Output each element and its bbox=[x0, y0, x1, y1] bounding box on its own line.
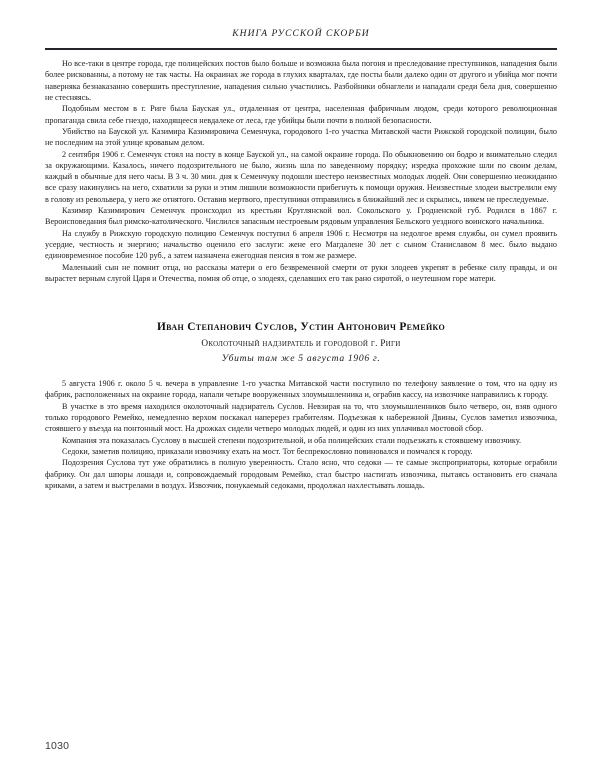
text-column bbox=[45, 58, 557, 491]
page-number: 1030 bbox=[45, 740, 70, 752]
running-head: КНИГА РУССКОЙ СКОРБИ bbox=[232, 29, 370, 39]
paragraph: Подобным местом в г. Риге была Бауская ул., отдаленная от центра, населенная фабричным людом, среди которого революционная пропаганда свила себе гнездо, находящееся невдалеке от леса, где убийцы были почти в полной безопасности. bbox=[45, 104, 557, 125]
paragraph: Седоки, заметив полицию, приказали извозчику ехать на мост. Тот беспрекословно повиновался и помчался к городу. bbox=[62, 447, 473, 457]
paragraph: Компания эта показалась Суслову в высшей степени подозрительной, и оба полицейских стали подъезжать к стоявшему извозчику. bbox=[62, 435, 522, 445]
paragraph: Маленький сын не помнит отца, но рассказы матери о его безвременной смерти от руки злодеев укрепят в ребенке силу правды, и он вырастет верным слугой Царя и Отечества, помня об отце, о злодеях, сделавших его так рано сиротой, о неутешном горе матери. bbox=[45, 262, 557, 283]
section-heading-block bbox=[45, 320, 557, 364]
section-title: Иван Степанович Суслов, Устин Антонович Ремейко bbox=[156, 321, 446, 334]
paragraph: Казимир Казимирович Семенчук происходил из крестьян Круглянской вол. Сокольского у. Гродненской губ. Родился в 1867 г. Вероисповедания был римско-католического. Числился запасным нестроевым рядовым управления Бельского уездного воинского начальника. bbox=[45, 206, 557, 227]
paragraph: 2 сентября 1906 г. Семенчук стоял на посту в конце Бауской ул., на самой окраине города. По обыкновению он бодро и внимательно следил за окружающими. Казалось, ничего подозрительного не было, жизнь шла по заведенному порядку; изредка прохожие шли по своим делам, каждый в обычные для него часы. В 3 ч. 30 мин. дня к Семенчуку подошли шестеро неизвестных молодых людей. Они совершенно неожиданно все сразу накинулись на него, схватили за руки и этим лишили возможности прибегнуть к помощи оружия. Неизвестные злодеи выстрелили ему в голову из револьвера, у него же отнятого. Оставив мертвого, преступники отправились в ближайший лес и скрылись, никем не преследуемые. bbox=[45, 149, 557, 204]
section-subtitle: Околоточный надзиратель и городовой г. Риги bbox=[201, 339, 401, 349]
section-date-line: Убиты там же 5 августа 1906 г. bbox=[221, 352, 381, 364]
paragraph: На службу в Рижскую городскую полицию Семенчук поступил 6 апреля 1906 г. Несмотря на недолгое время службы, он сумел проявить усердие, честность и энергию; начальство оценило его заслуги: жене его Магдалене 30 лет с сыном Станиславом 8 мес. было выдано единовременное пособие 120 руб., а затем назначена ежегодная пенсия в том же размере. bbox=[45, 228, 557, 261]
header-divider-rule bbox=[45, 48, 557, 50]
section-spacer bbox=[45, 364, 557, 378]
paragraph: Подозрения Суслова тут уже обратились в полную уверенность. Стало ясно, что седоки — те самые экспроприаторы, которые ограбили фабрику. Он дал шпоры лошади и, сопровождаемый городовым Ремейко, стал быстро настигать извозчика, пытаясь остановить его сначала криками, а затем и выстрелами в воздух. Извозчик, понукаемый седоками, продолжал нахлестывать лошадь. bbox=[45, 458, 557, 490]
paragraph: Но все-таки в центре города, где полицейских постов было больше и возможна была погоня и преследование преступников, нападения были более рискованны, а потому не так часты. На окраинах же города в глухих кварталах, где посты были далеко один от другого и убийца мог почти наверняка безнаказанно совершить преступление, нападения сильно участились. Разбойники обнаглели и нападали среди бела дня, совершенно не стесняясь. bbox=[45, 59, 557, 102]
paragraph: 5 августа 1906 г. около 5 ч. вечера в управление 1-го участка Митавской части поступило по телефону заявление о том, что на одну из фабрик, расположенных на окраине города, напали четыре вооруженных злоумышленника и, ограбив кассу, на извозчике направились к городу. bbox=[45, 379, 557, 400]
paragraph: Убийство на Бауской ул. Казимира Казимировича Семенчука, городового 1-го участка Митавской части Рижской городской полиции, было не последним на этой улице кровавым делом. bbox=[45, 126, 557, 148]
paragraph: В участке в это время находился околоточный надзиратель Суслов. Невзирая на то, что злоумышленников было четверо, он, взяв одного только городового Ремейко, немедленно верхом поскакал наперерез грабителям. Подъезжая к набережной Двины, Суслов заметил извозчика, стоявшего у въезда на понтонный мост. На дрожках сидели четверо молодых людей, и один из них уплачивал мостовой сбор. bbox=[45, 401, 557, 434]
